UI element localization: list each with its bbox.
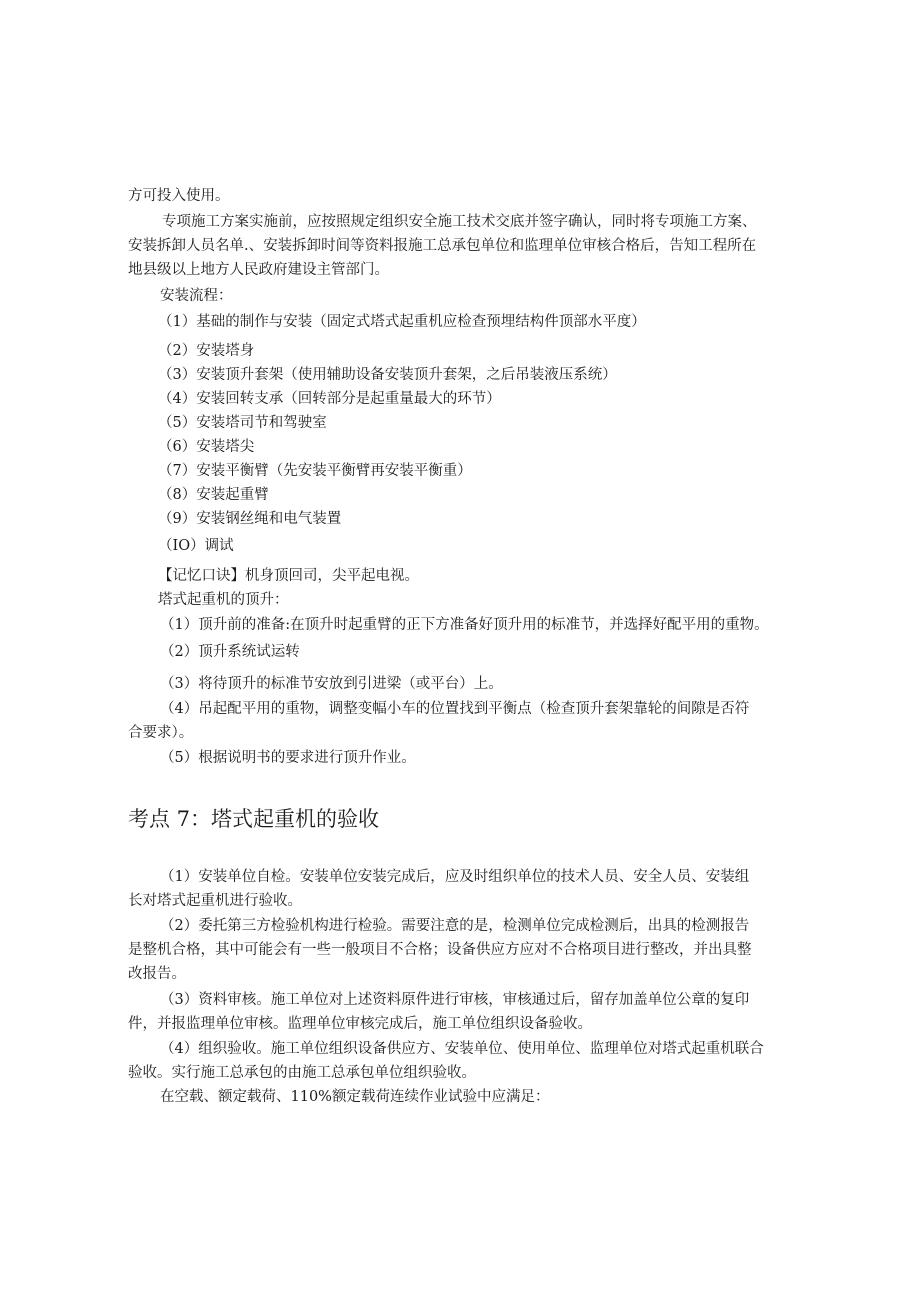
install-step: （7）安装平衡臂（先安装平衡臂再安装平衡重）	[158, 463, 472, 479]
acceptance-line: （2）委托第三方检验机构进行检验。需要注意的是，检测单位完成检测后，出具的检测报告	[160, 918, 750, 934]
intro-line: 方可投入使用。	[128, 188, 230, 204]
install-step: （3）安装顶升套架（使用辅助设备安装顶升套架，之后吊装液压系统）	[158, 367, 617, 383]
acceptance-line: 长对塔式起重机进行验收。	[128, 893, 302, 909]
climb-step: （2）顶升系统试运转	[160, 644, 300, 660]
install-title: 安装流程：	[160, 288, 233, 304]
acceptance-line: （1）安装单位自检。安装单位安装完成后，应及时组织单位的技术人员、安全人员、安装组	[160, 869, 750, 885]
install-step: （IO）调试	[158, 538, 234, 554]
mnemonic: 【记忆口诀】机身顶回司，尖平起电视。	[158, 568, 419, 584]
acceptance-line: （4）组织验收。施工单位组织设备供应方、安装单位、使用单位、监理单位对塔式起重机联合	[160, 1041, 764, 1057]
closing-line: 在空载、额定载荷、110%额定载荷连续作业试验中应满足：	[160, 1089, 550, 1105]
acceptance-line: 验收。实行施工总承包的由施工总承包单位组织验收。	[128, 1065, 476, 1081]
install-step: （4）安装回转支承（回转部分是起重量最大的环节）	[158, 391, 501, 407]
acceptance-line: 是整机合格，其中可能会有一些一般项目不合格；设备供应方应对不合格项目进行整改，并出具整	[128, 942, 752, 958]
section-heading: 考点 7：塔式起重机的验收	[128, 807, 380, 831]
climb-step: （1）顶升前的准备:在顶升时起重臂的正下方准备好顶升用的标准节，并选择好配平用的重物。	[160, 617, 769, 633]
climb-step: 合要求）。	[128, 725, 194, 741]
install-step: （8）安装起重臂	[158, 487, 269, 503]
climb-step: （5）根据说明书的要求进行顶升作业。	[160, 750, 416, 766]
acceptance-line: （3）资料审核。施工单位对上述资料原件进行审核，审核通过后，留存加盖单位公章的复印	[160, 992, 750, 1008]
climb-step: （3）将待顶升的标准节安放到引进梁（或平台）上。	[160, 676, 503, 692]
acceptance-line: 改报告。	[128, 966, 186, 982]
climb-title: 塔式起重机的顶升：	[158, 592, 289, 608]
install-step: （5）安装塔司节和驾驶室	[158, 415, 327, 431]
install-step: （2）安装塔身	[158, 343, 255, 359]
climb-step: （4）吊起配平用的重物，调整变幅小车的位置找到平衡点（检查顶升套架靠轮的间隙是否符	[160, 701, 750, 717]
install-step: （9）安装钢丝绳和电气装置	[158, 511, 342, 527]
install-step: （6）安装塔尖	[158, 439, 255, 455]
intro-line: 地县级以上地方人民政府建设主管部门。	[128, 262, 389, 278]
intro-line: 安装拆卸人员名单.、安装拆卸时间等资料报施工总承包单位和监理单位审核合格后，告知工程所在	[128, 238, 757, 254]
install-step: （1）基础的制作与安装（固定式塔式起重机应检查预埋结构件顶部水平度）	[158, 314, 646, 330]
intro-line: 专项施工方案实施前，应按照规定组织安全施工技术交底并签字确认，同时将专项施工方案、	[162, 214, 757, 230]
acceptance-line: 件，并报监理单位审核。监理单位审核完成后，施工单位组织设备验收。	[128, 1016, 592, 1032]
